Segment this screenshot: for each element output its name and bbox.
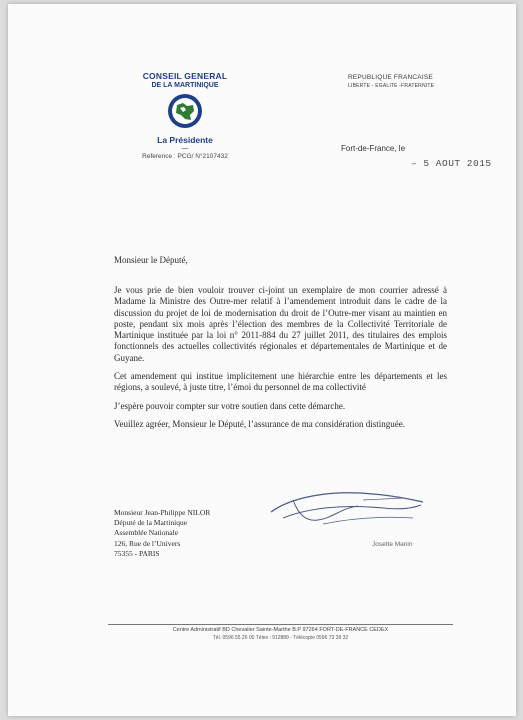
footer-contact: Tél. 0596 55 26 00 Télex : 912889 - Télécopie 0596 73 39 32 xyxy=(212,635,349,641)
letter-body xyxy=(114,285,447,437)
body-paragraph: J’espère pouvoir compter sur votre soutien dans cette démarche. xyxy=(114,400,346,411)
handwritten-signature xyxy=(263,478,433,538)
salutation: Monsieur le Député, xyxy=(114,255,188,265)
recipient-line: 75355 - PARIS xyxy=(114,548,160,558)
president-title: La Présidente xyxy=(157,135,213,145)
body-paragraph: Veuillez agréer, Monsieur le Député, l’assurance de ma considération distinguée. xyxy=(114,418,406,429)
recipient-line: Député de la Martinique xyxy=(114,518,188,528)
footer-divider xyxy=(108,624,453,625)
body-paragraph: Cet amendement qui institue implicitement une hiérarchie entre les départements et les régions, a soulevé, à juste titre, l’émoi du personnel de ma collectivité xyxy=(114,371,447,393)
reference-number: Reference : PCG/ N°2107432 xyxy=(142,153,228,160)
republic-label: REPUBLIQUE FRANCAISE xyxy=(348,74,433,81)
place-label: Fort-de-France, le xyxy=(341,144,406,153)
recipient-line: Monsieur Jean-Philippe NILOR xyxy=(114,508,211,517)
recipient-address xyxy=(114,508,210,559)
body-paragraph: Je vous prie de bien vouloir trouver ci-joint un exemplaire de mon courrier adressé à Madame la Ministre des Outre-mer relatif à l’amendement introduit dans le cadre de la discussion du projet de loi de modernisation du droit de l’Outre-mer visant au maintien en poste, pendant six mois après l’élection des membres de la Collectivité Territoriale de Martinique instituée par la loi n° 2011-884 du 27 juillet 2011, des titulaires des emplois fonctionnels des actuelles collectivités régionales et départementales de Martinique et de Guyane. xyxy=(114,285,447,363)
date-stamp: – 5 AOUT 2015 xyxy=(411,158,492,169)
recipient-line: 126, Rue de l’Univers xyxy=(114,538,181,548)
org-name-line1: CONSEIL GENERAL xyxy=(142,71,228,81)
recipient-line: Assemblée Nationale xyxy=(114,528,178,538)
letterhead-left xyxy=(120,71,250,160)
martinique-logo-icon xyxy=(167,93,203,129)
org-name-line2: DE LA MARTINIQUE xyxy=(151,82,219,89)
republic-motto: LIBERTE - EGALITE -FRATERNITE xyxy=(348,83,435,89)
footer-address: Centre Administratif BD Chevalier Sainte-Marthe B.P 97264 FORT-DE-FRANCE CEDEX xyxy=(172,627,389,633)
letter-page xyxy=(8,4,516,716)
letterhead-right xyxy=(348,74,434,89)
title-dash: — xyxy=(181,145,189,152)
signatory-name: Josette Manin xyxy=(372,541,413,548)
